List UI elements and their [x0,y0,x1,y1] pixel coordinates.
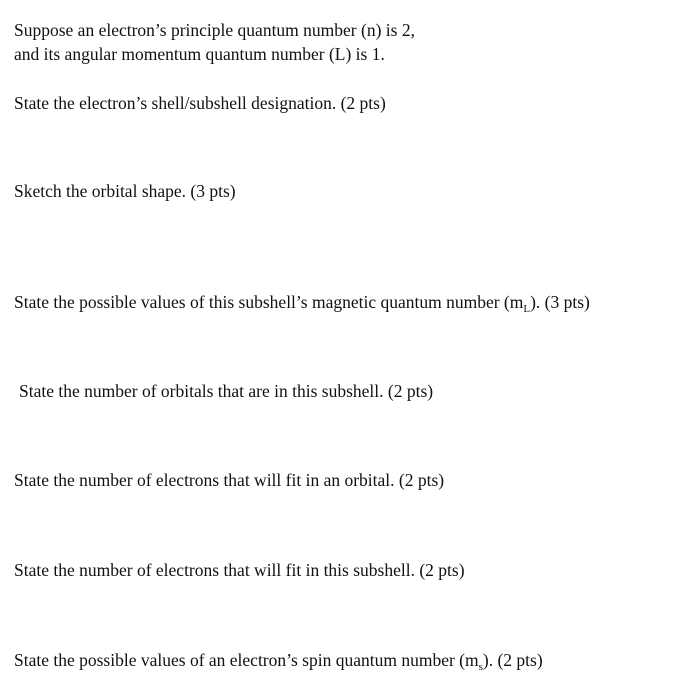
subscript: L [523,303,531,315]
question-text: State the possible values of this subshell’s magnetic quantum number (m [14,292,524,312]
question-electrons-per-subshell: State the number of electrons that will fit in this subshell. (2 pts) [14,560,465,580]
question-points: ). (2 pts) [482,650,543,670]
question-points: ). (3 pts) [530,292,590,312]
question-number-of-orbitals: State the number of orbitals that are in this subshell. (2 pts) [19,381,434,401]
question-subshell-designation: State the electron’s shell/subshell designation. (2 pts) [14,93,386,113]
subscript: s [478,661,483,673]
intro-line-2: and its angular momentum quantum number (L) is 1. [14,44,385,64]
question-spin-quantum-number [14,649,543,671]
question-text: State the possible values of an electron’s spin quantum number (m [14,650,479,670]
question-orbital-shape: Sketch the orbital shape. (3 pts) [14,181,236,201]
question-magnetic-quantum-number [14,291,590,313]
intro-line-1: Suppose an electron’s principle quantum number (n) is 2, [14,20,415,40]
question-electrons-per-orbital: State the number of electrons that will fit in an orbital. (2 pts) [14,470,445,490]
